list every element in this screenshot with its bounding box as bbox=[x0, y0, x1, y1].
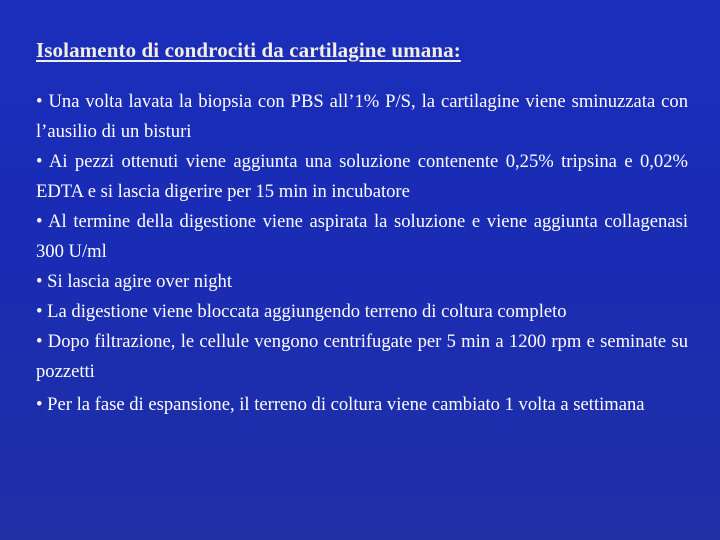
bullet-text: Dopo filtrazione, le cellule vengono centrifugate per 5 min a 1200 rpm e seminate su pozzetti bbox=[36, 331, 688, 382]
bullet-marker: • bbox=[36, 301, 43, 322]
list-item bbox=[36, 267, 688, 297]
slide bbox=[36, 38, 688, 420]
bullet-marker: • bbox=[36, 271, 43, 292]
slide-title: Isolamento di condrociti da cartilagine umana: bbox=[36, 38, 461, 62]
list-item bbox=[36, 297, 688, 327]
list-item bbox=[36, 147, 688, 207]
bullet-text: Per la fase di espansione, il terreno di coltura viene cambiato 1 volta a settimana bbox=[47, 394, 645, 415]
bullet-text: Al termine della digestione viene aspirata la soluzione e viene aggiunta collagenasi 300 U/ml bbox=[36, 211, 688, 262]
bullet-list bbox=[36, 87, 688, 420]
bullet-text: Si lascia agire over night bbox=[47, 271, 233, 292]
bullet-marker: • bbox=[36, 91, 43, 112]
bullet-text: Ai pezzi ottenuti viene aggiunta una soluzione contenente 0,25% tripsina e 0,02% EDTA e si lascia digerire per 15 min in incubatore bbox=[36, 151, 689, 202]
bullet-text: La digestione viene bloccata aggiungendo terreno di coltura completo bbox=[47, 301, 567, 322]
list-item bbox=[36, 327, 688, 387]
bullet-marker: • bbox=[36, 151, 43, 172]
bullet-marker: • bbox=[36, 211, 43, 232]
list-item bbox=[36, 207, 688, 267]
list-item bbox=[36, 87, 688, 147]
bullet-marker: • bbox=[36, 331, 43, 352]
list-item bbox=[36, 390, 688, 420]
bullet-text: Una volta lavata la biopsia con PBS all’1% P/S, la cartilagine viene sminuzzata con l’ausilio di un bisturi bbox=[36, 91, 689, 142]
bullet-marker: • bbox=[36, 394, 43, 415]
